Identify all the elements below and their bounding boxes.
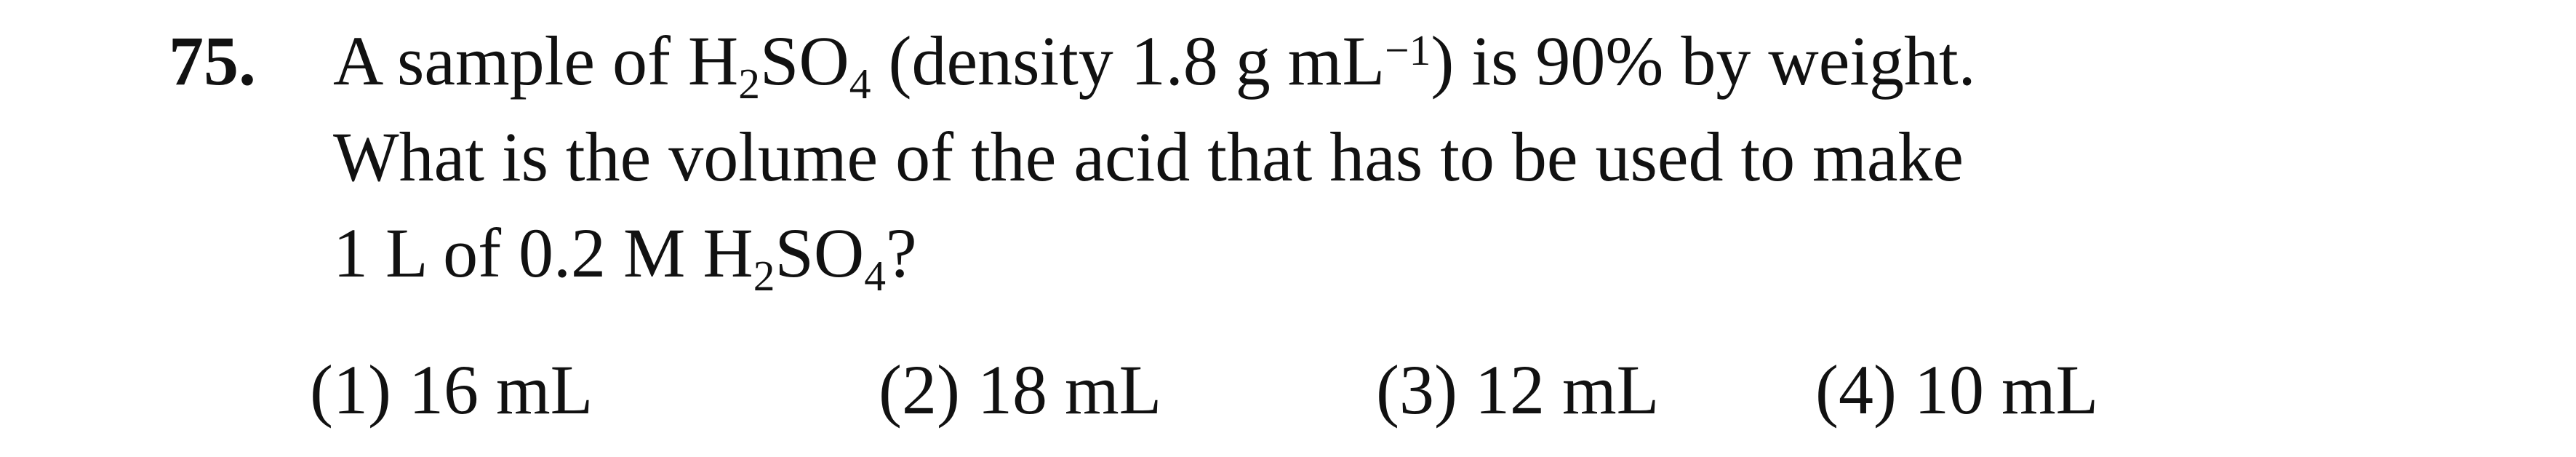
option-2-text: 18 mL [977,351,1162,429]
line1-text-d: ) is 90% by weight. [1431,22,1976,100]
question-line-3 [333,198,917,309]
line3-text-a: 1 L of 0.2 M H [333,214,753,292]
option-3-text: 12 mL [1474,351,1660,429]
line3-subscript-2: 2 [753,252,775,301]
option-1-number: (1) [310,351,391,429]
line3-text-b: SO [775,214,865,292]
option-1-text: 16 mL [408,351,593,429]
option-4-number: (4) [1815,351,1897,429]
line1-subscript-2: 2 [738,60,761,108]
question-number: 75. [169,22,256,100]
option-3[interactable] [1376,335,1659,445]
option-2[interactable] [879,335,1161,445]
option-3-number: (3) [1376,351,1457,429]
line3-text-c: ? [885,214,917,292]
line1-text-a: A sample of H [333,22,739,100]
option-4[interactable] [1815,335,2098,445]
line1-text-c: (density 1.8 g mL [871,22,1385,100]
option-2-number: (2) [879,351,960,429]
line1-superscript: −1 [1385,26,1431,75]
line1-text-b: SO [760,22,849,100]
question-line-2: What is the volume of the acid that has to be used to make [333,118,1964,196]
line1-subscript-4: 4 [849,60,871,108]
option-1[interactable] [310,335,593,445]
line3-subscript-4: 4 [864,252,886,301]
option-4-text: 10 mL [1913,351,2099,429]
question-line-1 [333,6,1976,116]
